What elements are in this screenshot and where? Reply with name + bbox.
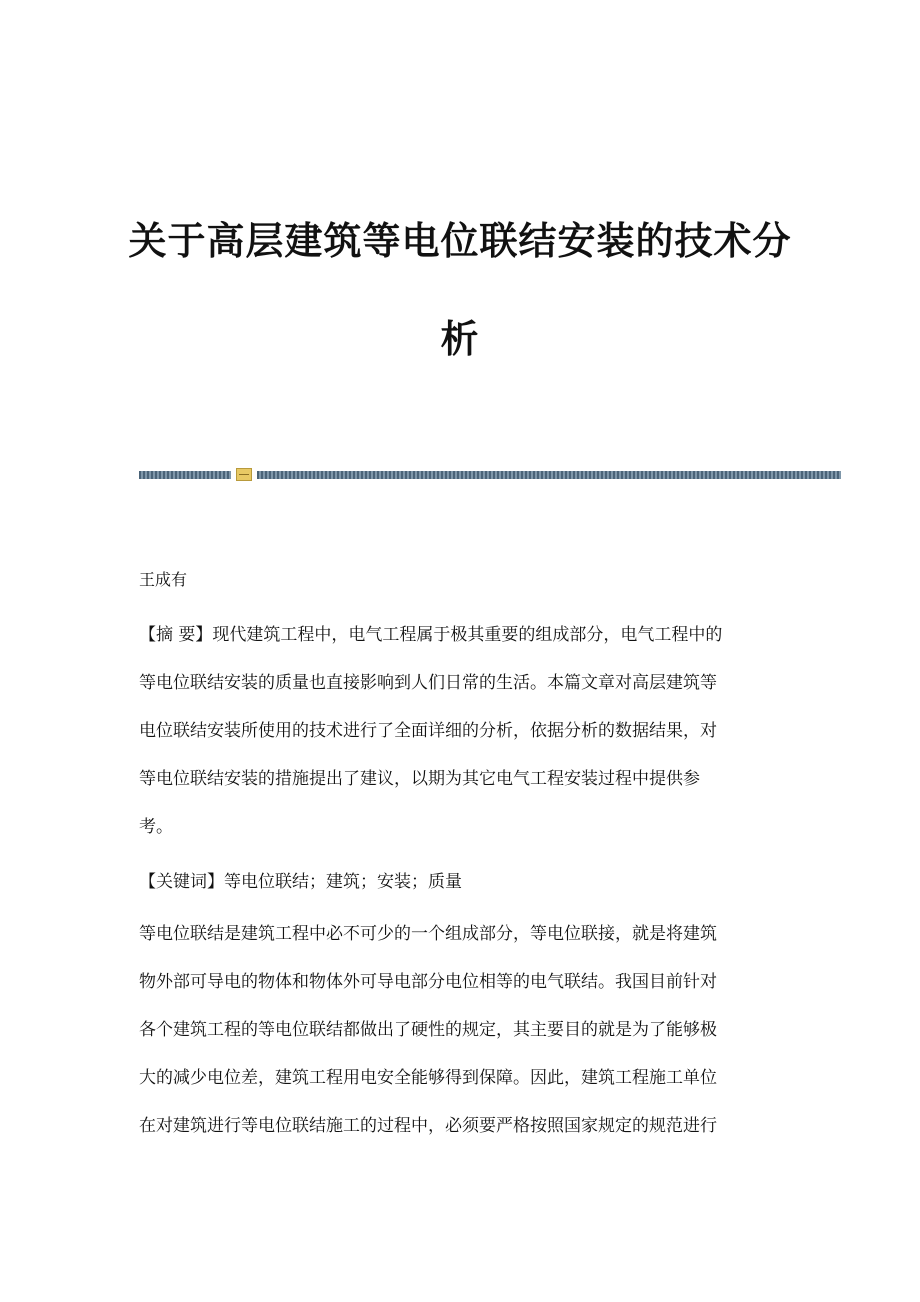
body-line: 等电位联结是建筑工程中必不可少的一个组成部分，等电位联接，就是将建筑: [139, 924, 717, 944]
abstract-line: 【摘 要】现代建筑工程中，电气工程属于极其重要的组成部分，电气工程中的: [139, 625, 723, 645]
abstract-line: 电位联结安装所使用的技术进行了全面详细的分析，依据分析的数据结果，对: [139, 721, 717, 741]
divider-bar-right: [257, 471, 841, 479]
body-line: 在对建筑进行等电位联结施工的过程中，必须要严格按照国家规定的规范进行: [139, 1116, 717, 1136]
title-line-2: 析: [440, 316, 480, 361]
body-line: 大的减少电位差，建筑工程用电安全能够得到保障。因此，建筑工程施工单位: [139, 1068, 717, 1088]
abstract-line: 等电位联结安装的措施提出了建议，以期为其它电气工程安装过程中提供参: [139, 769, 700, 789]
title-divider: [139, 471, 841, 479]
divider-bar-left: [139, 471, 231, 479]
body-line: 物外部可导电的物体和物体外可导电部分电位相等的电气联结。我国目前针对: [139, 972, 717, 992]
body-paragraph: [139, 910, 789, 1150]
keywords-line: 【关键词】等电位联结；建筑；安装；质量: [139, 872, 462, 892]
body-line: 各个建筑工程的等电位联结都做出了硬性的规定，其主要目的就是为了能够极: [139, 1020, 717, 1040]
title-line-1: 关于高层建筑等电位联结安装的技术分: [128, 218, 792, 263]
abstract-line: 等电位联结安装的质量也直接影响到人们日常的生活。本篇文章对高层建筑等: [139, 673, 717, 693]
abstract-paragraph: [139, 611, 789, 851]
envelope-icon: [236, 468, 252, 481]
abstract-line: 考。: [139, 817, 173, 837]
author-name: 王成有: [139, 570, 188, 589]
